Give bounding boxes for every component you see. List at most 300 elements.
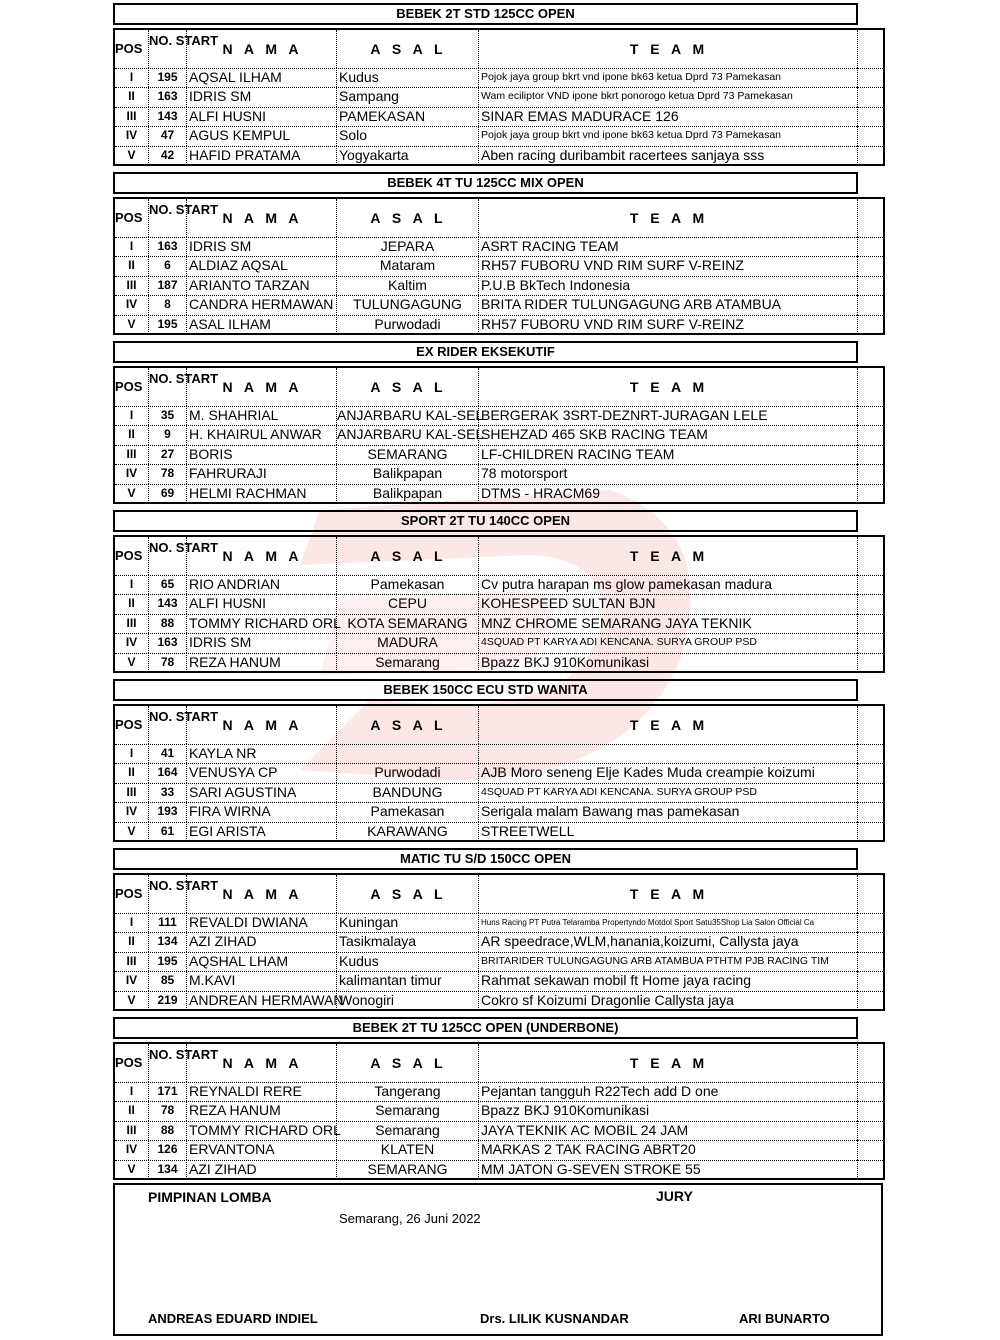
nama-cell: FIRA WIRNA xyxy=(187,802,337,821)
team-cell: Huns Racing PT Putra Telaramba Propertyndo Motdol Sport Satu35Shop Lia Salon Official Ca xyxy=(479,913,858,932)
table-row xyxy=(115,1101,883,1121)
asal-cell: Purwodadi xyxy=(337,763,479,782)
nama-cell: ALFI HUSNI xyxy=(187,594,337,613)
blank-cell xyxy=(858,594,883,613)
pos-cell: IV xyxy=(115,971,149,990)
col-asal: A S A L xyxy=(337,875,479,913)
nama-cell: ALFI HUSNI xyxy=(187,107,337,126)
nama-cell: REZA HANUM xyxy=(187,653,337,672)
table-row xyxy=(115,991,883,1010)
nama-cell: REYNALDI RERE xyxy=(187,1082,337,1101)
asal-cell xyxy=(337,744,479,763)
team-cell: RH57 FUBORU VND RIM SURF V-REINZ xyxy=(479,315,858,334)
pos-cell: V xyxy=(115,315,149,334)
pos-cell: V xyxy=(115,822,149,841)
team-cell: Pojok jaya group bkrt vnd ipone bk63 ketua Dprd 73 Pamekasan xyxy=(479,68,858,87)
nama-cell: TOMMY RICHARD ORL xyxy=(187,1121,337,1140)
pos-cell: V xyxy=(115,1160,149,1179)
pos-cell: III xyxy=(115,1121,149,1140)
jury-name-2: ARI BUNARTO xyxy=(739,1311,830,1326)
blank-cell xyxy=(858,315,883,334)
col-pos: POS xyxy=(115,537,149,575)
table-row xyxy=(115,87,883,107)
pos-cell: V xyxy=(115,653,149,672)
asal-cell: ANJARBARU KAL-SEL xyxy=(337,425,479,444)
table-row xyxy=(115,575,883,595)
table-header xyxy=(115,368,883,407)
pimpinan-name: ANDREAS EDUARD INDIEL xyxy=(148,1311,318,1326)
asal-cell: Sampang xyxy=(337,87,479,106)
table-row xyxy=(115,614,883,634)
nama-cell: CANDRA HERMAWAN xyxy=(187,295,337,314)
results-section xyxy=(113,679,883,844)
pos-cell: I xyxy=(115,68,149,87)
blank-cell xyxy=(858,971,883,990)
asal-cell: BANDUNG xyxy=(337,783,479,802)
team-cell: SHEHZAD 465 SKB RACING TEAM xyxy=(479,425,858,444)
col-asal: A S A L xyxy=(337,30,479,68)
col-pos: POS xyxy=(115,368,149,406)
table-header xyxy=(115,537,883,576)
team-cell: JAYA TEKNIK AC MOBIL 24 JAM xyxy=(479,1121,858,1140)
section-title: BEBEK 2T STD 125CC OPEN xyxy=(113,3,858,25)
pos-cell: III xyxy=(115,614,149,633)
team-cell: STREETWELL xyxy=(479,822,858,841)
col-blank xyxy=(858,368,883,406)
pimpinan-label: PIMPINAN LOMBA xyxy=(148,1189,272,1205)
table-row xyxy=(115,146,883,165)
results-section xyxy=(113,341,883,506)
results-section xyxy=(113,1017,883,1182)
nama-cell: SARI AGUSTINA xyxy=(187,783,337,802)
table-header xyxy=(115,706,883,745)
pos-cell: V xyxy=(115,991,149,1010)
pos-cell: I xyxy=(115,744,149,763)
col-blank xyxy=(858,30,883,68)
table-row xyxy=(115,126,883,146)
blank-cell xyxy=(858,614,883,633)
table-row xyxy=(115,425,883,445)
blank-cell xyxy=(858,237,883,256)
table-header xyxy=(115,30,883,69)
pos-cell: IV xyxy=(115,295,149,314)
col-pos: POS xyxy=(115,706,149,744)
col-no-start: NO. START xyxy=(149,368,187,406)
nama-cell: ASAL ILHAM xyxy=(187,315,337,334)
team-cell: Bpazz BKJ 910Komunikasi xyxy=(479,653,858,672)
section-title: MATIC TU S/D 150CC OPEN xyxy=(113,848,858,870)
col-team: T E A M xyxy=(479,30,858,68)
no-start-cell: 111 xyxy=(149,913,187,932)
asal-cell: KLATEN xyxy=(337,1140,479,1159)
nama-cell: HELMI RACHMAN xyxy=(187,484,337,503)
results-table xyxy=(113,28,885,166)
table-row xyxy=(115,484,883,503)
table-row xyxy=(115,68,883,88)
col-no-start: NO. START xyxy=(149,706,187,744)
no-start-cell: 78 xyxy=(149,464,187,483)
col-blank xyxy=(858,875,883,913)
asal-cell: Kaltim xyxy=(337,276,479,295)
nama-cell: IDRIS SM xyxy=(187,87,337,106)
blank-cell xyxy=(858,1140,883,1159)
nama-cell: ARIANTO TARZAN xyxy=(187,276,337,295)
table-row xyxy=(115,783,883,803)
nama-cell: ANDREAN HERMAWAN xyxy=(187,991,337,1010)
asal-cell: Pamekasan xyxy=(337,802,479,821)
blank-cell xyxy=(858,107,883,126)
no-start-cell: 88 xyxy=(149,614,187,633)
nama-cell: FAHRURAJI xyxy=(187,464,337,483)
table-row xyxy=(115,256,883,276)
no-start-cell: 195 xyxy=(149,952,187,971)
col-asal: A S A L xyxy=(337,537,479,575)
blank-cell xyxy=(858,68,883,87)
no-start-cell: 143 xyxy=(149,594,187,613)
team-cell: 78 motorsport xyxy=(479,464,858,483)
pos-cell: V xyxy=(115,146,149,165)
blank-cell xyxy=(858,425,883,444)
blank-cell xyxy=(858,295,883,314)
team-cell: Cv putra harapan ms glow pamekasan madura xyxy=(479,575,858,594)
col-no-start: NO. START xyxy=(149,199,187,237)
nama-cell: HAFID PRATAMA xyxy=(187,146,337,165)
team-cell: Pejantan tangguh R22Tech add D one xyxy=(479,1082,858,1101)
results-table xyxy=(113,535,885,673)
asal-cell: Mataram xyxy=(337,256,479,275)
no-start-cell: 195 xyxy=(149,315,187,334)
col-blank xyxy=(858,706,883,744)
blank-cell xyxy=(858,991,883,1010)
no-start-cell: 78 xyxy=(149,653,187,672)
no-start-cell: 163 xyxy=(149,633,187,652)
nama-cell: AQSAL ILHAM xyxy=(187,68,337,87)
col-no-start: NO. START xyxy=(149,30,187,68)
table-row xyxy=(115,445,883,465)
nama-cell: ERVANTONA xyxy=(187,1140,337,1159)
pos-cell: II xyxy=(115,1101,149,1120)
no-start-cell: 42 xyxy=(149,146,187,165)
blank-cell xyxy=(858,484,883,503)
no-start-cell: 163 xyxy=(149,87,187,106)
pos-cell: II xyxy=(115,594,149,613)
table-row xyxy=(115,653,883,672)
results-table xyxy=(113,197,885,335)
asal-cell: Tasikmalaya xyxy=(337,932,479,951)
results-table xyxy=(113,1042,885,1180)
blank-cell xyxy=(858,126,883,145)
pos-cell: V xyxy=(115,484,149,503)
team-cell: MNZ CHROME SEMARANG JAYA TEKNIK xyxy=(479,614,858,633)
pos-cell: IV xyxy=(115,464,149,483)
team-cell: Aben racing duribambit racertees sanjaya sss xyxy=(479,146,858,165)
pos-cell: IV xyxy=(115,1140,149,1159)
no-start-cell: 134 xyxy=(149,1160,187,1179)
col-pos: POS xyxy=(115,875,149,913)
asal-cell: Purwodadi xyxy=(337,315,479,334)
table-header xyxy=(115,1044,883,1083)
nama-cell: M.KAVI xyxy=(187,971,337,990)
nama-cell: AZI ZIHAD xyxy=(187,932,337,951)
col-nama: N A M A xyxy=(187,199,337,237)
col-nama: N A M A xyxy=(187,368,337,406)
no-start-cell: 187 xyxy=(149,276,187,295)
nama-cell: REVALDI DWIANA xyxy=(187,913,337,932)
no-start-cell: 69 xyxy=(149,484,187,503)
no-start-cell: 65 xyxy=(149,575,187,594)
team-cell: Serigala malam Bawang mas pamekasan xyxy=(479,802,858,821)
nama-cell: IDRIS SM xyxy=(187,633,337,652)
pos-cell: I xyxy=(115,237,149,256)
asal-cell: Balikpapan xyxy=(337,484,479,503)
table-row xyxy=(115,107,883,127)
col-pos: POS xyxy=(115,1044,149,1082)
col-asal: A S A L xyxy=(337,1044,479,1082)
nama-cell: AQSHAL LHAM xyxy=(187,952,337,971)
col-no-start: NO. START xyxy=(149,537,187,575)
pos-cell: I xyxy=(115,406,149,425)
table-row xyxy=(115,633,883,653)
table-row xyxy=(115,1082,883,1102)
nama-cell: EGI ARISTA xyxy=(187,822,337,841)
pos-cell: II xyxy=(115,932,149,951)
col-nama: N A M A xyxy=(187,706,337,744)
table-row xyxy=(115,1121,883,1141)
blank-cell xyxy=(858,822,883,841)
team-cell xyxy=(479,744,858,763)
results-table xyxy=(113,704,885,842)
blank-cell xyxy=(858,783,883,802)
table-row xyxy=(115,802,883,822)
col-team: T E A M xyxy=(479,199,858,237)
nama-cell: IDRIS SM xyxy=(187,237,337,256)
team-cell: RH57 FUBORU VND RIM SURF V-REINZ xyxy=(479,256,858,275)
nama-cell: ALDIAZ AQSAL xyxy=(187,256,337,275)
asal-cell: PAMEKASAN xyxy=(337,107,479,126)
asal-cell: TULUNGAGUNG xyxy=(337,295,479,314)
no-start-cell: 47 xyxy=(149,126,187,145)
blank-cell xyxy=(858,1101,883,1120)
place-date: Semarang, 26 Juni 2022 xyxy=(339,1211,481,1226)
nama-cell: H. KHAIRUL ANWAR xyxy=(187,425,337,444)
table-row xyxy=(115,1160,883,1179)
team-cell: SINAR EMAS MADURACE 126 xyxy=(479,107,858,126)
team-cell: Rahmat sekawan mobil ft Home jaya racing xyxy=(479,971,858,990)
col-pos: POS xyxy=(115,30,149,68)
col-pos: POS xyxy=(115,199,149,237)
section-title: BEBEK 2T TU 125CC OPEN (UNDERBONE) xyxy=(113,1017,858,1039)
jury-label: JURY xyxy=(656,1188,693,1204)
results-section xyxy=(113,510,883,675)
asal-cell: Semarang xyxy=(337,1101,479,1120)
team-cell: 4SQUAD PT KARYA ADI KENCANA. SURYA GROUP PSD xyxy=(479,633,858,652)
pos-cell: I xyxy=(115,1082,149,1101)
team-cell: AR speedrace,WLM,hanania,koizumi, Callysta jaya xyxy=(479,932,858,951)
table-header xyxy=(115,875,883,914)
pos-cell: II xyxy=(115,425,149,444)
no-start-cell: 143 xyxy=(149,107,187,126)
col-nama: N A M A xyxy=(187,537,337,575)
asal-cell: Solo xyxy=(337,126,479,145)
team-cell: ASRT RACING TEAM xyxy=(479,237,858,256)
blank-cell xyxy=(858,952,883,971)
pos-cell: III xyxy=(115,107,149,126)
asal-cell: Semarang xyxy=(337,1121,479,1140)
team-cell: AJB Moro seneng Elje Kades Muda creampie koizumi xyxy=(479,763,858,782)
table-row xyxy=(115,952,883,972)
no-start-cell: 164 xyxy=(149,763,187,782)
team-cell: Cokro sf Koizumi Dragonlie Callysta jaya xyxy=(479,991,858,1010)
blank-cell xyxy=(858,913,883,932)
blank-cell xyxy=(858,406,883,425)
pos-cell: IV xyxy=(115,126,149,145)
no-start-cell: 134 xyxy=(149,932,187,951)
no-start-cell: 35 xyxy=(149,406,187,425)
asal-cell: Pamekasan xyxy=(337,575,479,594)
asal-cell: ANJARBARU KAL-SEL xyxy=(337,406,479,425)
blank-cell xyxy=(858,146,883,165)
blank-cell xyxy=(858,633,883,652)
nama-cell: M. SHAHRIAL xyxy=(187,406,337,425)
asal-cell: kalimantan timur xyxy=(337,971,479,990)
col-team: T E A M xyxy=(479,706,858,744)
table-row xyxy=(115,464,883,484)
nama-cell: REZA HANUM xyxy=(187,1101,337,1120)
blank-cell xyxy=(858,1082,883,1101)
asal-cell: KOTA SEMARANG xyxy=(337,614,479,633)
no-start-cell: 193 xyxy=(149,802,187,821)
asal-cell: SEMARANG xyxy=(337,445,479,464)
no-start-cell: 85 xyxy=(149,971,187,990)
blank-cell xyxy=(858,653,883,672)
no-start-cell: 8 xyxy=(149,295,187,314)
asal-cell: Tangerang xyxy=(337,1082,479,1101)
pos-cell: IV xyxy=(115,633,149,652)
col-team: T E A M xyxy=(479,537,858,575)
no-start-cell: 33 xyxy=(149,783,187,802)
col-blank xyxy=(858,537,883,575)
nama-cell: BORIS xyxy=(187,445,337,464)
table-row xyxy=(115,237,883,257)
asal-cell: Yogyakarta xyxy=(337,146,479,165)
nama-cell: VENUSYA CP xyxy=(187,763,337,782)
team-cell: Pojok jaya group bkrt vnd ipone bk63 ketua Dprd 73 Pamekasan xyxy=(479,126,858,145)
nama-cell: TOMMY RICHARD ORL xyxy=(187,614,337,633)
team-cell: BRITA RIDER TULUNGAGUNG ARB ATAMBUA xyxy=(479,295,858,314)
col-nama: N A M A xyxy=(187,30,337,68)
team-cell: MARKAS 2 TAK RACING ABRT20 xyxy=(479,1140,858,1159)
pos-cell: III xyxy=(115,952,149,971)
team-cell: DTMS - HRACM69 xyxy=(479,484,858,503)
col-team: T E A M xyxy=(479,368,858,406)
table-header xyxy=(115,199,883,238)
no-start-cell: 6 xyxy=(149,256,187,275)
nama-cell: AGUS KEMPUL xyxy=(187,126,337,145)
team-cell: MM JATON G-SEVEN STROKE 55 xyxy=(479,1160,858,1179)
col-blank xyxy=(858,1044,883,1082)
pos-cell: IV xyxy=(115,802,149,821)
blank-cell xyxy=(858,763,883,782)
results-table xyxy=(113,873,885,1011)
blank-cell xyxy=(858,932,883,951)
col-asal: A S A L xyxy=(337,199,479,237)
team-cell: 4SQUAD PT KARYA ADI KENCANA. SURYA GROUP PSD xyxy=(479,783,858,802)
table-row xyxy=(115,971,883,991)
asal-cell: MADURA xyxy=(337,633,479,652)
no-start-cell: 9 xyxy=(149,425,187,444)
nama-cell: KAYLA NR xyxy=(187,744,337,763)
col-asal: A S A L xyxy=(337,368,479,406)
blank-cell xyxy=(858,276,883,295)
nama-cell: AZI ZIHAD xyxy=(187,1160,337,1179)
signature-footer xyxy=(113,1183,883,1336)
no-start-cell: 61 xyxy=(149,822,187,841)
no-start-cell: 88 xyxy=(149,1121,187,1140)
blank-cell xyxy=(858,445,883,464)
table-row xyxy=(115,1140,883,1160)
no-start-cell: 171 xyxy=(149,1082,187,1101)
blank-cell xyxy=(858,744,883,763)
col-no-start: NO. START xyxy=(149,1044,187,1082)
nama-cell: RIO ANDRIAN xyxy=(187,575,337,594)
pos-cell: I xyxy=(115,913,149,932)
no-start-cell: 195 xyxy=(149,68,187,87)
asal-cell: SEMARANG xyxy=(337,1160,479,1179)
asal-cell: Kuningan xyxy=(337,913,479,932)
pos-cell: I xyxy=(115,575,149,594)
blank-cell xyxy=(858,464,883,483)
team-cell: P.U.B BkTech Indonesia xyxy=(479,276,858,295)
col-nama: N A M A xyxy=(187,875,337,913)
table-row xyxy=(115,822,883,841)
col-no-start: NO. START xyxy=(149,875,187,913)
section-title: BEBEK 150CC ECU STD WANITA xyxy=(113,679,858,701)
asal-cell: JEPARA xyxy=(337,237,479,256)
table-row xyxy=(115,276,883,296)
pos-cell: II xyxy=(115,87,149,106)
results-table xyxy=(113,366,885,504)
blank-cell xyxy=(858,87,883,106)
no-start-cell: 41 xyxy=(149,744,187,763)
col-team: T E A M xyxy=(479,875,858,913)
team-cell: BRITARIDER TULUNGAGUNG ARB ATAMBUA PTHTM PJB RACING TIM xyxy=(479,952,858,971)
asal-cell: Balikpapan xyxy=(337,464,479,483)
team-cell: BERGERAK 3SRT-DEZNRT-JURAGAN LELE xyxy=(479,406,858,425)
results-section xyxy=(113,3,883,168)
table-row xyxy=(115,932,883,952)
team-cell: Bpazz BKJ 910Komunikasi xyxy=(479,1101,858,1120)
team-cell: LF-CHILDREN RACING TEAM xyxy=(479,445,858,464)
table-row xyxy=(115,406,883,426)
pos-cell: II xyxy=(115,256,149,275)
pos-cell: III xyxy=(115,445,149,464)
asal-cell: KARAWANG xyxy=(337,822,479,841)
section-title: BEBEK 4T TU 125CC MIX OPEN xyxy=(113,172,858,194)
blank-cell xyxy=(858,256,883,275)
no-start-cell: 163 xyxy=(149,237,187,256)
pos-cell: III xyxy=(115,276,149,295)
col-blank xyxy=(858,199,883,237)
no-start-cell: 78 xyxy=(149,1101,187,1120)
asal-cell: CEPU xyxy=(337,594,479,613)
blank-cell xyxy=(858,1121,883,1140)
section-title: EX RIDER EKSEKUTIF xyxy=(113,341,858,363)
table-row xyxy=(115,315,883,334)
blank-cell xyxy=(858,575,883,594)
asal-cell: Wonogiri xyxy=(337,991,479,1010)
asal-cell: Kudus xyxy=(337,68,479,87)
table-row xyxy=(115,594,883,614)
